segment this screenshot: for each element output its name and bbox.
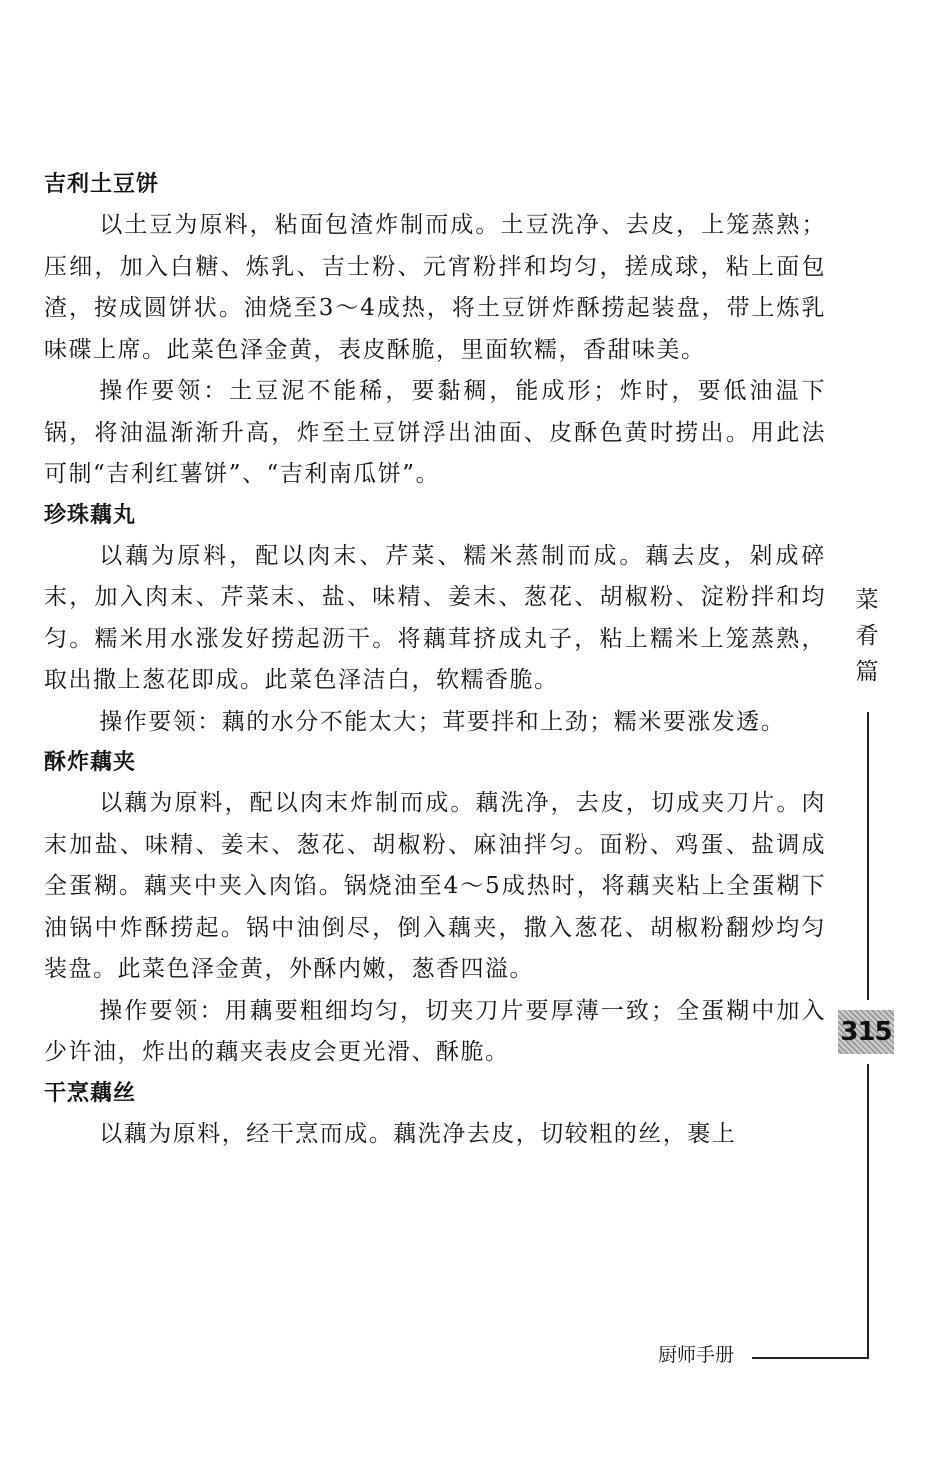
paragraph: 以藕为原料，配以肉末炸制而成。藕洗净，去皮，切成夹刀片。肉末加盐、味精、姜末、葱花、胡椒粉、麻油拌匀。面粉、鸡蛋、盐调成全蛋糊。藕夹中夹入肉馅。锅烧油至4～5成热时，将藕夹粘上全蛋糊下油锅中炸酥捞起。锅中油倒尽，倒入藕夹，撒入葱花、胡椒粉翻炒均匀装盘。此菜色泽金黄，外酥内嫩，葱香四溢。 bbox=[44, 790, 826, 982]
page-content bbox=[44, 165, 826, 1155]
footer-rule bbox=[752, 1357, 869, 1359]
paragraph: 以藕为原料，配以肉末、芹菜、糯米蒸制而成。藕去皮，剁成碎末，加入肉末、芹菜末、盐、味精、姜末、葱花、胡椒粉、淀粉拌和均匀。糯米用水涨发好捞起沥干。将藕茸挤成丸子，粘上糯米上笼蒸熟，取出撒上葱花即成。此菜色泽洁白，软糯香脆。 bbox=[44, 542, 826, 693]
section-title: 吉利土豆饼 bbox=[44, 172, 160, 197]
paragraph: 操作要领：土豆泥不能稀，要黏稠，能成形；炸时，要低油温下锅，将油温渐渐升高，炸至土豆饼浮出油面、皮酥色黄时捞出。用此法可制“吉利红薯饼”、“吉利南瓜饼”。 bbox=[44, 378, 826, 487]
chapter-label-char: 篇 bbox=[855, 659, 879, 685]
margin-rule-lower bbox=[867, 1064, 869, 1359]
paragraph: 以土豆为原料，粘面包渣炸制而成。土豆洗净、去皮，上笼蒸熟；压细，加入白糖、炼乳、吉士粉、元宵粉拌和均匀，搓成球，粘上面包渣，按成圆饼状。油烧至3～4成热，将土豆饼炸酥捞起装盘，带上炼乳味碟上席。此菜色泽金黄，表皮酥脆，里面软糯，香甜味美。 bbox=[44, 212, 826, 363]
chapter-side-label bbox=[852, 582, 882, 690]
paragraph: 操作要领：用藕要粗细均匀，切夹刀片要厚薄一致；全蛋糊中加入少许油，炸出的藕夹表皮会更光滑、酥脆。 bbox=[44, 997, 826, 1065]
page-number: 315 bbox=[838, 1010, 894, 1054]
running-footer: 厨师手册 bbox=[658, 1344, 735, 1366]
chapter-label-char: 肴 bbox=[855, 623, 879, 649]
chapter-label-char: 菜 bbox=[855, 587, 879, 613]
section-title: 酥炸藕夹 bbox=[44, 750, 137, 775]
section-title: 珍珠藕丸 bbox=[44, 502, 137, 528]
paragraph: 操作要领：藕的水分不能太大；茸要拌和上劲；糯米要涨发透。 bbox=[99, 708, 786, 735]
margin-rule-upper bbox=[867, 712, 869, 1000]
section-title: 干烹藕丝 bbox=[44, 1080, 137, 1106]
paragraph: 以藕为原料，经干烹而成。藕洗净去皮，切较粗的丝，裹上 bbox=[99, 1120, 737, 1147]
